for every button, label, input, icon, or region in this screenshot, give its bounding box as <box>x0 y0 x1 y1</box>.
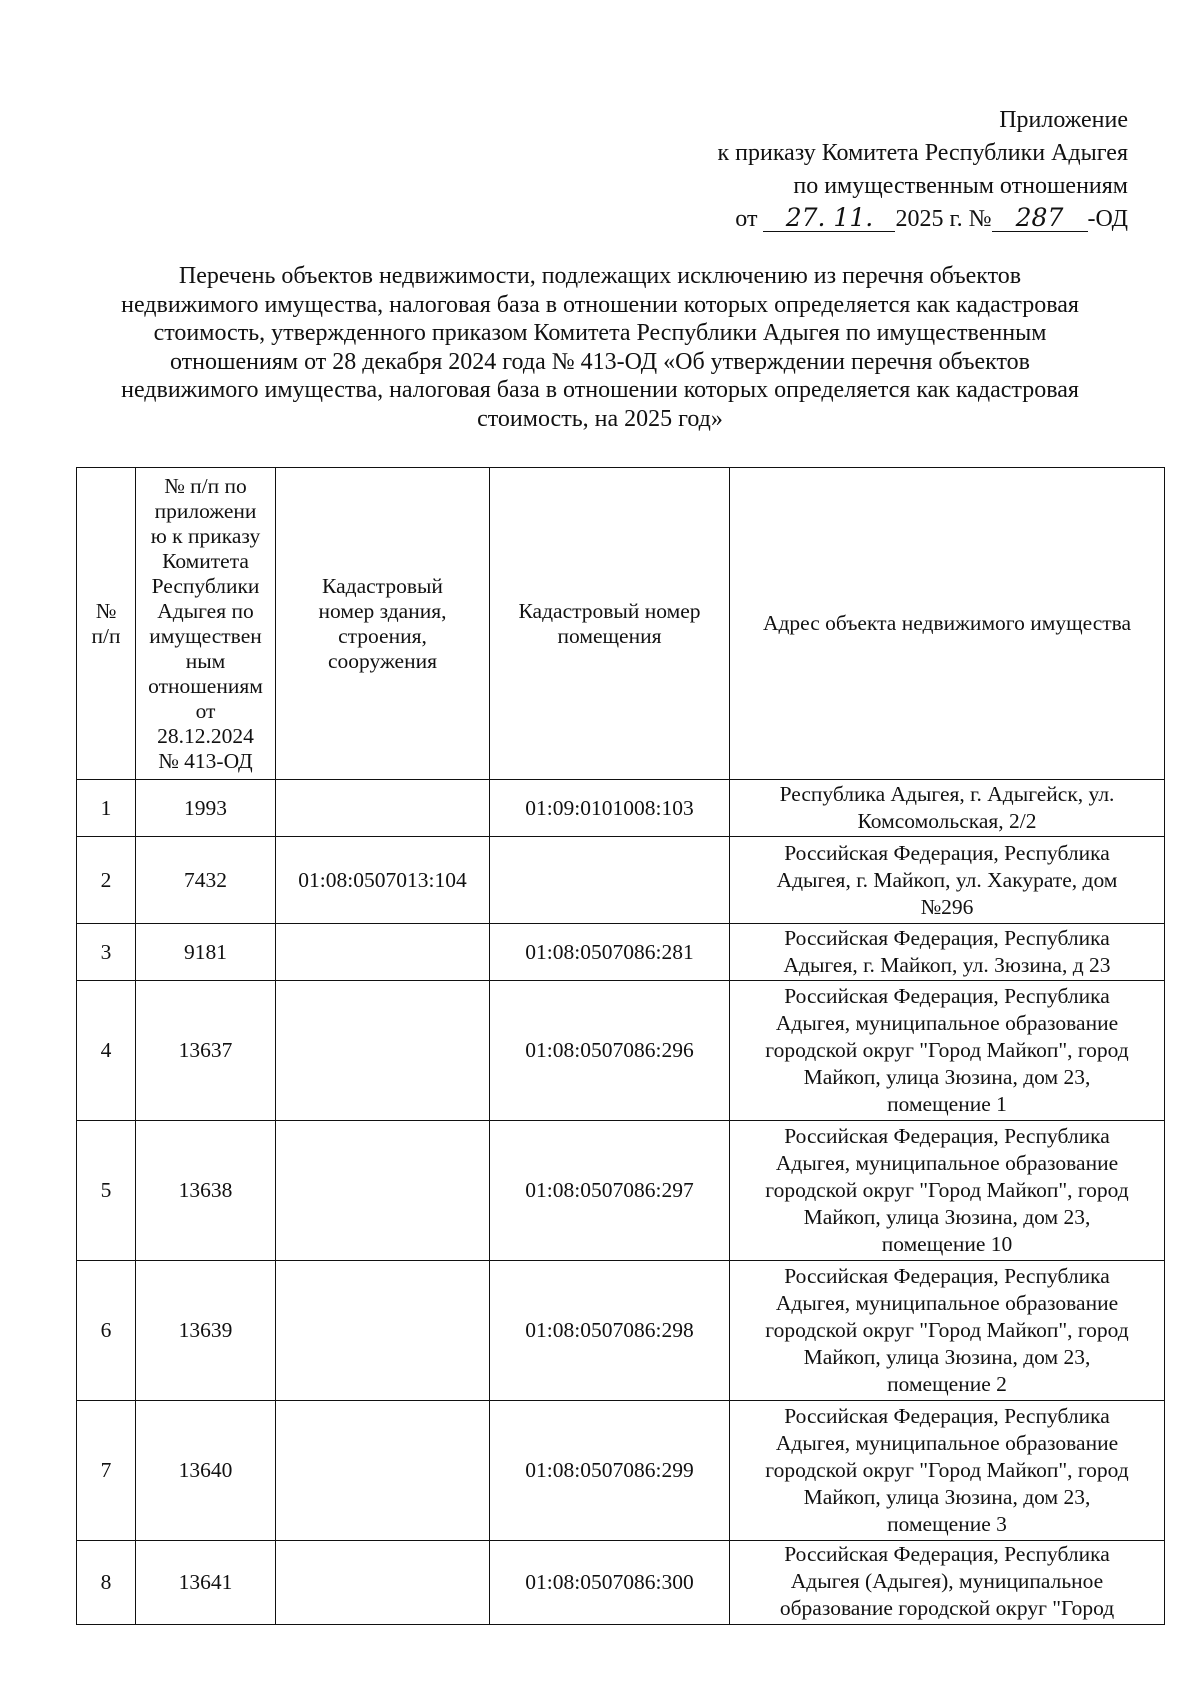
cell-num: 1 <box>77 780 136 837</box>
cell-premises <box>490 837 730 924</box>
annex-date-line <box>717 203 1128 236</box>
cell-address: Российская Федерация, Республика Адыгея, муниципальное образование городской округ "Город Майкоп", город Майкоп, улица Зюзина, дом 23, помещение 10 <box>730 1121 1165 1261</box>
header-premises-cadastral: Кадастровый номер помещения <box>490 468 730 780</box>
table-row <box>77 981 1165 1121</box>
cell-premises: 01:08:0507086:281 <box>490 924 730 981</box>
table-row <box>77 1121 1165 1261</box>
cell-premises: 01:08:0507086:299 <box>490 1401 730 1541</box>
year-text: 2025 г. № <box>895 206 992 232</box>
cell-premises: 01:08:0507086:296 <box>490 981 730 1121</box>
cell-address: Российская Федерация, Республика Адыгея, муниципальное образование городской округ "Город Майкоп", город Майкоп, улица Зюзина, дом 23, помещение 2 <box>730 1261 1165 1401</box>
number-suffix: -ОД <box>1087 206 1128 232</box>
property-table <box>76 467 1165 1625</box>
cell-premises: 01:08:0507086:297 <box>490 1121 730 1261</box>
cell-building: 01:08:0507013:104 <box>276 837 490 924</box>
cell-old-num: 7432 <box>136 837 276 924</box>
header-building-cadastral: Кадастровый номер здания, строения, сооружения <box>276 468 490 780</box>
handwritten-date: 27. 11. <box>763 205 895 232</box>
table-row <box>77 1401 1165 1541</box>
annex-title: Приложение <box>999 107 1128 133</box>
cell-num: 8 <box>77 1541 136 1625</box>
cell-old-num: 13640 <box>136 1401 276 1541</box>
cell-num: 7 <box>77 1401 136 1541</box>
cell-building <box>276 981 490 1121</box>
cell-building <box>276 1261 490 1401</box>
cell-old-num: 13641 <box>136 1541 276 1625</box>
cell-num: 5 <box>77 1121 136 1261</box>
cell-premises: 01:08:0507086:298 <box>490 1261 730 1401</box>
cell-address: Российская Федерация, Республика Адыгея, муниципальное образование городской округ "Город Майкоп", город Майкоп, улица Зюзина, дом 23, помещение 3 <box>730 1401 1165 1541</box>
cell-building <box>276 1541 490 1625</box>
cell-address: Российская Федерация, Республика Адыгея, г. Майкоп, ул. Зюзина, д 23 <box>730 924 1165 981</box>
document-title <box>40 262 1160 433</box>
annex-committee-line: по имущественным отношениям <box>793 173 1128 199</box>
table-row <box>77 1261 1165 1401</box>
annex-order-line: к приказу Комитета Республики Адыгея <box>717 140 1128 166</box>
annex-header <box>717 104 1128 236</box>
cell-address: Республика Адыгея, г. Адыгейск, ул. Комсомольская, 2/2 <box>730 780 1165 837</box>
table-row <box>77 924 1165 981</box>
cell-building <box>276 1121 490 1261</box>
header-old-num: № п/п по приложени ю к приказу Комитета Республики Адыгея по имуществен ным отношениям от 28.12.2024 № 413-ОД <box>136 468 276 780</box>
title-line: стоимость, утвержденного приказом Комитета Республики Адыгея по имущественным <box>153 320 1047 346</box>
title-line: недвижимого имущества, налоговая база в отношении которых определяется как кадастровая <box>121 377 1079 403</box>
cell-premises: 01:08:0507086:300 <box>490 1541 730 1625</box>
cell-num: 6 <box>77 1261 136 1401</box>
cell-building <box>276 924 490 981</box>
cell-premises: 01:09:0101008:103 <box>490 780 730 837</box>
title-line: стоимость, на 2025 год» <box>477 405 723 432</box>
table-header-row <box>77 468 1165 780</box>
date-prefix: от <box>735 206 758 232</box>
cell-address: Российская Федерация, Республика Адыгея, г. Майкоп, ул. Хакурате, дом №296 <box>730 837 1165 924</box>
title-line: отношениям от 28 декабря 2024 года № 413-ОД «Об утверждении перечня объектов <box>170 348 1030 375</box>
handwritten-order-number: 287 <box>992 205 1088 232</box>
table-row <box>77 837 1165 924</box>
cell-num: 4 <box>77 981 136 1121</box>
table-row <box>77 780 1165 837</box>
cell-old-num: 13639 <box>136 1261 276 1401</box>
cell-address: Российская Федерация, Республика Адыгея (Адыгея), муниципальное образование городской округ "Город <box>730 1541 1165 1625</box>
header-address: Адрес объекта недвижимого имущества <box>730 468 1165 780</box>
cell-old-num: 9181 <box>136 924 276 981</box>
cell-building <box>276 1401 490 1541</box>
title-line: Перечень объектов недвижимости, подлежащих исключению из перечня объектов <box>178 263 1022 289</box>
cell-num: 3 <box>77 924 136 981</box>
table-row <box>77 1541 1165 1625</box>
cell-old-num: 1993 <box>136 780 276 837</box>
cell-building <box>276 780 490 837</box>
cell-address: Российская Федерация, Республика Адыгея, муниципальное образование городской округ "Город Майкоп", город Майкоп, улица Зюзина, дом 23, помещение 1 <box>730 981 1165 1121</box>
cell-old-num: 13637 <box>136 981 276 1121</box>
cell-old-num: 13638 <box>136 1121 276 1261</box>
title-line: недвижимого имущества, налоговая база в отношении которых определяется как кадастровая <box>121 291 1079 318</box>
cell-num: 2 <box>77 837 136 924</box>
header-num: № п/п <box>77 468 136 780</box>
